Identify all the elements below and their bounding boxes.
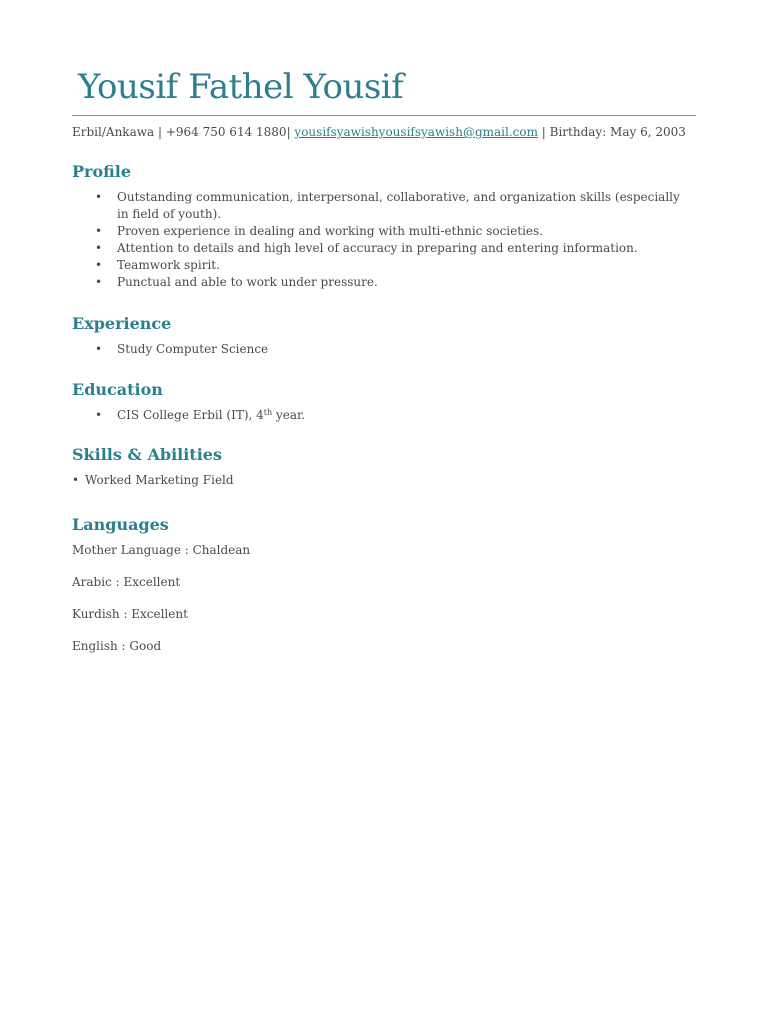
education-item-text: [117, 408, 305, 422]
experience-item-text: Study Computer Science: [117, 342, 269, 356]
email-link[interactable]: yousifsyawishyousifsyawish@gmail.com: [294, 125, 538, 139]
section-title-skills: Skills & Abilities: [72, 445, 222, 464]
profile-list: [72, 189, 692, 291]
list-item: [72, 341, 692, 358]
bullet-icon: •: [95, 342, 103, 356]
experience-list: [72, 341, 692, 358]
section-title-languages: Languages: [72, 515, 169, 534]
list-item: [72, 223, 692, 240]
contact-line: [72, 124, 686, 140]
language-line: Kurdish : Excellent: [72, 607, 188, 621]
skills-item-text: Worked Marketing Field: [85, 473, 234, 487]
contact-location-phone: Erbil/Ankawa | +964 750 614 1880|: [72, 125, 295, 139]
bullet-icon: •: [95, 224, 103, 238]
profile-item-text: Teamwork spirit.: [117, 258, 220, 272]
section-title-education: Education: [72, 380, 163, 399]
bullet-icon: •: [72, 473, 80, 487]
section-title-profile: Profile: [72, 162, 132, 181]
list-item: [72, 274, 692, 291]
list-item: [72, 189, 692, 223]
bullet-icon: •: [95, 258, 103, 272]
skills-list: [72, 472, 692, 489]
language-line: Arabic : Excellent: [72, 575, 181, 589]
profile-item-text: Proven experience in dealing and working with multi-ethnic societies.: [117, 224, 543, 238]
profile-item-text: Outstanding communication, interpersonal, collaborative, and organization skills (especially in field of youth).: [117, 190, 680, 221]
profile-item-text: Punctual and able to work under pressure.: [117, 275, 378, 289]
resume-name: Yousif Fathel Yousif: [78, 67, 404, 107]
education-year-suffix: year.: [272, 408, 306, 422]
list-item: [72, 472, 692, 489]
contact-birthday: | Birthday: May 6, 2003: [537, 125, 686, 139]
language-line: Mother Language : Chaldean: [72, 543, 251, 557]
list-item: [72, 257, 692, 274]
section-title-experience: Experience: [72, 314, 172, 333]
bullet-icon: •: [95, 241, 103, 255]
bullet-icon: •: [95, 408, 103, 422]
profile-item-text: Attention to details and high level of accuracy in preparing and entering information.: [117, 241, 638, 255]
list-item: [72, 240, 692, 257]
ordinal-suffix: th: [263, 408, 273, 417]
bullet-icon: •: [95, 275, 103, 289]
education-school: CIS College Erbil (IT), 4: [117, 408, 264, 422]
header-divider: [72, 115, 696, 116]
education-list: [72, 407, 692, 424]
list-item: [72, 407, 692, 424]
bullet-icon: •: [95, 190, 103, 204]
language-line: English : Good: [72, 639, 162, 653]
